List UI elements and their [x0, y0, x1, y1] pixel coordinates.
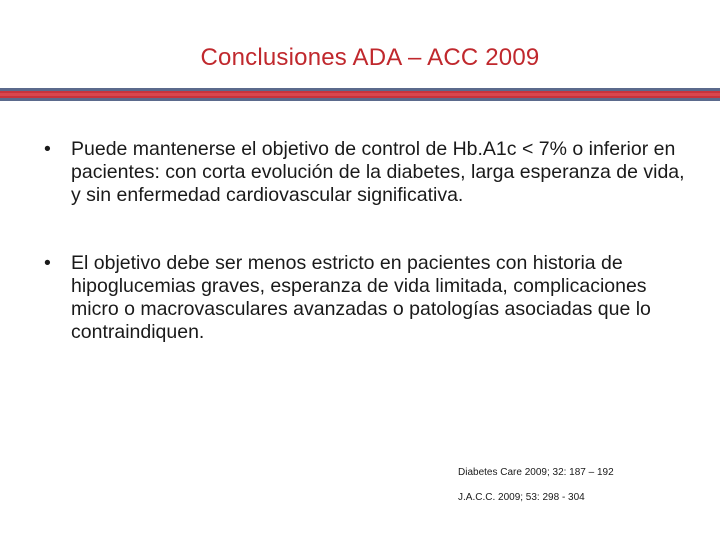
reference-2: J.A.C.C. 2009; 53: 298 - 304	[458, 492, 585, 503]
title-divider-bar	[0, 88, 720, 101]
bullet-dot: •	[44, 138, 51, 160]
bullet-text-2: El objetivo debe ser menos estricto en pacientes con historia de hipoglucemias graves, esperanza de vida limitada, complicaciones micro o macrovasculares avanzadas o patologías asociadas que lo contraindiquen.	[71, 252, 651, 343]
references	[458, 460, 614, 510]
title-divider-highlight	[0, 93, 720, 96]
reference-1: Diabetes Care 2009; 32: 187 – 192	[458, 467, 614, 478]
bullet-text-1: Puede mantenerse el objetivo de control de Hb.A1c < 7% o inferior en pacientes: con corta evolución de la diabetes, larga esperanza de vida, y sin enfermedad cardiovascular significativa.	[71, 138, 685, 206]
bullet-dot: •	[44, 252, 51, 274]
slide-title: Conclusiones ADA – ACC 2009	[200, 44, 540, 71]
bullet-item-1	[44, 138, 694, 207]
bullet-list	[44, 138, 694, 389]
bullet-item-2	[44, 252, 694, 344]
